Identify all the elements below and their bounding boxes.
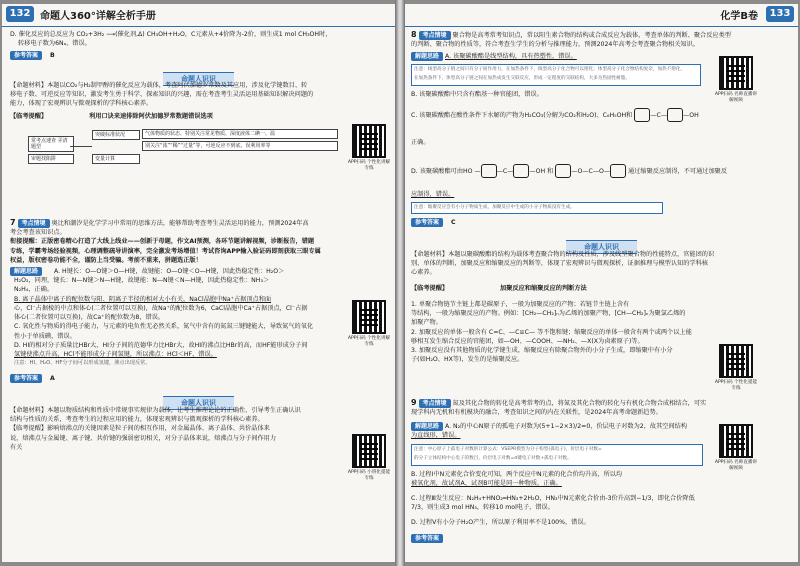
text-line: 【命题材料】本题以聚碳酸酯的结构为载体考查聚合物的结构及性质，涉及线型聚合物的性能特点，官能团的识 xyxy=(411,251,715,258)
section-banner xyxy=(2,390,395,407)
qr-code[interactable] xyxy=(719,344,753,378)
qr-code[interactable] xyxy=(719,56,753,90)
tip-label: 【临考提醒】 xyxy=(411,285,449,292)
analysis-tag: 解题思路 xyxy=(10,267,42,276)
note-line: 注意：缩聚反应会有小分子物质生成，加聚反应中生成的小分子物质没有生成。 xyxy=(414,205,575,210)
note-box xyxy=(411,444,703,466)
section-banner xyxy=(405,234,798,251)
right-page-number: 133 xyxy=(766,6,794,22)
text-line: 等结构，一般为缩聚反应的产物。例如：[CH₂—CH₂]ₙ为乙烯的加聚产物，[CH—CH₂]ₙ为聚氯乙烯的 xyxy=(411,310,686,318)
intent-block-1 xyxy=(10,81,388,109)
text-line: 考会考查该知识点。 xyxy=(10,229,66,237)
q8-option-d: D. 该聚碳酸酯可由HO — —C— —OH 和 —O—C—O— 通过缩聚反应制得，不可通过加聚反 xyxy=(411,164,795,178)
tip-list xyxy=(411,300,711,364)
answer-row-1 xyxy=(10,51,55,60)
q9-option-b xyxy=(411,470,711,488)
text-line: 应制得，错误。 xyxy=(411,191,455,198)
diagram-left-box: 审题找陷阱 xyxy=(28,154,74,164)
answer-row-2 xyxy=(10,374,55,383)
text-line: A. N₂的中心N原子的孤电子对数为(5+1−2×3)/2=0，价层电子对数为2，故其空间结构 xyxy=(444,423,688,430)
note-line: 注意：HI、H₂O、HF分子间可以形成氢键，沸点出现反常。 xyxy=(14,360,151,367)
text-line: 衔接提醒：正版密卷精心打造了大线上线业——创新于母题，作文AI预测，各环节题讲解视频，诊断报告，错题 xyxy=(10,238,315,246)
answer-value: C xyxy=(450,219,456,226)
diagram-right-box-a: 气体物质的状态、特别关注常见物质、深度液体二碘一、温 xyxy=(142,129,338,139)
answer-row-r1 xyxy=(411,218,456,227)
text-line: 2. 加聚反应的单体一般含有 C=C、—C≡C— 等不饱和键；缩聚反应的单体一般含有两个或两个以上能 xyxy=(411,328,692,336)
q8-option-a xyxy=(411,52,711,61)
tip-row-r xyxy=(411,284,795,293)
text-line: 奥比和潮汐是化学学习中常用的思维方法，能够帮助考查考生灵活运用的能力，预测2024年高 xyxy=(51,220,309,227)
left-page-header xyxy=(2,4,395,27)
text-line: 现学科内无机和有机模块的融合，考查知识之间的内在关联性，是2024年高考命题新趋势。 xyxy=(411,409,662,417)
text-line: 的判断、聚合物的性质等，符合考查生学生的分析与推理能力，预测2024年高考会考查聚合物相关知识。 xyxy=(411,41,699,49)
diagram-mid-box-b: 变量计算 xyxy=(92,154,140,164)
question-number: 8 xyxy=(411,30,417,39)
text-line: 通过缩聚反应制得，不可通过加聚反 xyxy=(628,168,728,175)
scenario-tag: 考点情境 xyxy=(18,219,50,228)
benzene-ring-icon xyxy=(481,164,497,178)
text-line: 移电子数、可逆反应等知识，激发考生勇于科学、探索知识的兴趣，需在考查考生灵活运用基础知识解决问题的 xyxy=(10,91,314,99)
book-gutter xyxy=(395,0,405,566)
note-box xyxy=(411,64,701,86)
text-line: 1. 单聚合物链节主链上都是碳原子，一般为加聚反应的产物；若链节主链上含有 xyxy=(411,301,630,308)
text-line: B. 该聚碳酸酯中只含有酯基一种官能团，错误。 xyxy=(411,91,543,98)
text-line: B. 离子晶体中离子的配位数与阳、阴离子半径的相对大小有关，NaCl晶胞中Na⁺占据顶点和面 xyxy=(14,295,272,303)
intent-block-r1 xyxy=(411,250,795,278)
text-line: 氮及其化合物的转化是高考常考的点，将氮及其化合物的转化与有机化合物合成相结合，可实 xyxy=(452,400,707,407)
qr-caption: APP扫码 个性化讲解专练 xyxy=(347,336,391,347)
right-page xyxy=(405,4,798,562)
text-line: 子(如H₂O、HX等)，发生的是缩聚反应。 xyxy=(411,356,524,364)
q8-option-b xyxy=(411,90,711,99)
intent-block-2 xyxy=(10,406,346,452)
question-number: 9 xyxy=(411,398,417,407)
text-line: 加聚产物。 xyxy=(411,319,442,327)
text-line: 为直线形，错误。 xyxy=(411,432,461,440)
qr-code[interactable] xyxy=(719,424,753,458)
benzene-ring-icon xyxy=(667,108,683,122)
text-line: 性小于单质碘，错误。 xyxy=(14,332,76,340)
benzene-ring-icon xyxy=(513,164,529,178)
qr-caption: APP扫码 个性化提能专练 xyxy=(714,380,758,391)
benzene-ring-icon xyxy=(555,164,571,178)
right-page-title: 化学B卷 xyxy=(720,11,758,22)
text-line: 有关 xyxy=(10,443,23,451)
text-line: 3. 加聚反应没有其他物质的化学键生成，缩聚反应有除聚合物外的小分子生成，即缩聚中有小分 xyxy=(411,347,673,355)
diagram-right-box-b: 别关注“浓”“稀”“过量”等，可逆反应不到底、误利用率等 xyxy=(142,141,338,151)
text-line: 别，单体的判断，加聚反应和缩聚反应的判断等，体现了宏观辨识与微观探析，证据推理与模型认知的学科核 xyxy=(411,260,708,268)
text-line: C. 氧化性与物质的得电子能力，与元素的电负性无必然关系，氮气中含有的氮氮三键键能大，导致氮气的氧化 xyxy=(14,323,314,331)
right-page-header xyxy=(405,4,798,27)
answer-tag: 参考答案 xyxy=(10,51,42,60)
note-line: 在加热条件下，体型高分子链之间在加热成发生交联反应，形成一定程度的交联结构，大多为热固性树脂。 xyxy=(414,76,630,81)
text-line: 氢键使沸点升高，HCl不能形成分子间氢键，所以沸点：HCl＜HF，错误。 xyxy=(14,351,217,359)
left-page-title: 命题人360°详解全析手册 xyxy=(40,11,156,22)
text-line: A. H键长：O—O键＞O—H键，故键能：O—O键＜O—H键，因此热稳定性：H₂O＞ xyxy=(54,268,285,275)
banner-label: 命题人识识 xyxy=(163,396,234,410)
text-line: D. HI的相对分子质量比HBr大，HI分子间的范德华力比HBr大，故HI的沸点比HBr的高，而HF能形成分子间 xyxy=(14,341,308,349)
text-line: 够相互发生缩合反应的官能团，如—OH、—COOH、—NH₂、—X(X为卤素原子)等。 xyxy=(411,337,644,345)
text-line: 【临考提醒】影响熔沸点的关键因素是粒子间的相互作用，对金属晶体、离子晶体、共价晶体来 xyxy=(10,425,270,433)
left-page xyxy=(2,4,395,562)
text-line: N₂H₄，正确。 xyxy=(14,286,53,294)
q9-option-c xyxy=(411,494,795,512)
qr-caption: APP扫码 个性化讲解专练 xyxy=(347,160,391,171)
tip-title: 加聚反应和缩聚反应的判断方法 xyxy=(500,285,587,292)
diagram-center-box: 常考点速查 弄清题型 xyxy=(28,136,74,152)
note-line: 注意：线型高分子链之间只有分子间作用力，在加热条件下，线型高分子化合物可以熔化；体型高分子化合物结构复杂，加热不熔化， xyxy=(414,67,686,72)
question-7 xyxy=(10,218,390,265)
note-line: 的分子立体结构中心电子的数目，价层电子对数=σ键电子对数+孤电子对数。 xyxy=(414,456,572,461)
text-line: D. 催化反应的总反应为 CO₂+3H₂ ⟶(催化剂,Δ) CH₃OH+H₂O，C元素从+4价降为-2价，则生成1 mol CH₃OH时， xyxy=(10,31,332,38)
answer-row-r2 xyxy=(411,534,443,543)
text-line: A. 该聚碳酸酯是线型结构，具有热塑性，错误。 xyxy=(444,53,577,60)
answer-tag: 参考答案 xyxy=(411,218,443,227)
qr-caption: APP扫码 小班化提能专练 xyxy=(347,470,391,481)
text-line: 心，Cl⁻占据棱的中点和体心(二者位置可以互换)，故Na⁺的配位数为6，CaCl晶胞中Ca⁺占据顶点，Cl⁻占据 xyxy=(14,305,308,312)
answer-value: B xyxy=(49,52,55,59)
answer-tag: 参考答案 xyxy=(10,374,42,383)
tip-label: 【临考提醒】 xyxy=(10,113,48,120)
analysis-tag: 解题思路 xyxy=(411,422,443,431)
q8-d-end xyxy=(411,190,711,199)
left-page-number: 132 xyxy=(6,6,34,22)
q7-analysis xyxy=(14,267,344,304)
answer-value: A xyxy=(49,375,55,382)
text-line: D. 该聚碳酸酯可由HO xyxy=(411,168,473,175)
benzene-ring-icon xyxy=(634,108,650,122)
diagram-mid-box-a: 突破标准状况 xyxy=(92,130,140,140)
question-8 xyxy=(411,30,793,49)
text-line: 【命题材料】本题以物质结构和性质中常规事实规律为载体，让考生推理论论的正确性，引导考生正确认识 xyxy=(10,407,301,414)
tip-title: 利用口诀来速排除阿伏加德罗常数题错误选项 xyxy=(89,113,213,120)
text-line: 7/3，则生成3 mol HN₃，转移10 mol电子，错误。 xyxy=(411,504,554,512)
text-line: C. 过程Ⅲ发生反应：N₂H₄+HNO₂═HN₃+2H₂O，HN₃中N元素化合价由-3价升高到−1/3，即化合价降低 xyxy=(411,495,695,502)
banner-label: 命题人识识 xyxy=(566,240,637,254)
text-line: B. 过程Ⅰ中N元素化合价变化可知，两个反应中N元素的化合价均升高，所以均 xyxy=(411,471,623,478)
text-line: 被氧化剂，故试剂A、试剂B可能是同一种物质，正确。 xyxy=(411,480,562,488)
text-line: D. 过程Ⅴ有小分子H₂O产生，所以原子利用率不是100%，错误。 xyxy=(411,519,590,526)
text-line: 心素养。 xyxy=(411,269,436,277)
q9-option-d xyxy=(411,518,795,527)
question-number: 7 xyxy=(10,218,16,227)
text-line: 聚合物是高考常考知识点，常以阳生素合物的结构或合成反应为载体，考查单体的判断、聚合反应类型 xyxy=(452,32,731,39)
q8-c-end xyxy=(411,138,430,147)
text-line: 说，熔沸点与金属键、离子键、共价键的强弱密切相关，对分子晶体来说，熔沸点与分子间作用力 xyxy=(10,434,277,442)
qr-code[interactable] xyxy=(352,124,386,158)
question-9 xyxy=(411,398,795,417)
text-line: 体心(二者位置可以互换)，故Ca⁺的配位数为8，错误。 xyxy=(14,314,165,322)
text-line: 权益，版权密卷功能不全，谨防上当受骗。考前不重来，拼题选正版！ xyxy=(10,256,202,264)
scenario-tag: 考点情境 xyxy=(419,31,451,40)
section-banner xyxy=(2,66,395,83)
qr-caption: APP扫码 名师直播讲解视频 xyxy=(714,92,758,103)
text-line: 结构与性质的关系，考查考生的过程应用的能力，体现宏观辨识与微观探析的学科核心素养。 xyxy=(10,416,264,424)
q7-analysis-cont xyxy=(14,304,390,368)
q9-option-a xyxy=(411,422,711,440)
text-line: 转移电子数为6Nₐ，错误。 xyxy=(18,40,91,48)
note-box xyxy=(411,202,663,214)
left-top-text xyxy=(10,30,388,48)
note-line: 注意：中心原子上孤电子对数的计算公式：VSEPR模型为分子构型(孤电子)，价层电子对数= xyxy=(414,447,602,452)
benzene-ring-icon xyxy=(610,164,626,178)
banner-label: 命题人识识 xyxy=(163,72,234,86)
text-line: 正确。 xyxy=(411,139,430,146)
qr-code[interactable] xyxy=(352,434,386,468)
text-line: H₂O₂，同理，键长：N—N键＞N—H键，故键能：N—N键＜N—H键，因此热稳定性：NH₃＞ xyxy=(14,277,270,285)
tip-row xyxy=(10,112,388,121)
diagram-connector xyxy=(70,146,92,147)
qr-caption: APP扫码 名师直播讲解视频 xyxy=(714,460,758,471)
analysis-tag: 解题思路 xyxy=(411,52,443,61)
text-line: 专练，学霸考场经验视频，心理调整疏导讲演率，完全激发考场增值！考试咨询APP输入验证码即刻获取三眼专属 xyxy=(10,247,321,255)
text-line: 能力，体现了宏观辨识与微观探析的学科核心素养。 xyxy=(10,100,153,108)
q8-option-c: C. 该聚碳酸酯在酸性条件下水解的产物为H₂CO₃(分解为CO₂和H₂O)、C₆H₅OH和 —C— —OH xyxy=(411,108,795,122)
scenario-tag: 考点情境 xyxy=(419,399,451,408)
text-line: C. 该聚碳酸酯在酸性条件下水解的产物为H₂CO₃(分解为CO₂和H₂O)、C₆H₅OH和 xyxy=(411,112,633,119)
text-line: 【命题材料】本题以CO₂与H₂制甲醇的催化反应为载体，考查阿伏加德罗常数及其应用，涉及化学键数目、转 xyxy=(10,82,308,89)
answer-tag: 参考答案 xyxy=(411,534,443,543)
